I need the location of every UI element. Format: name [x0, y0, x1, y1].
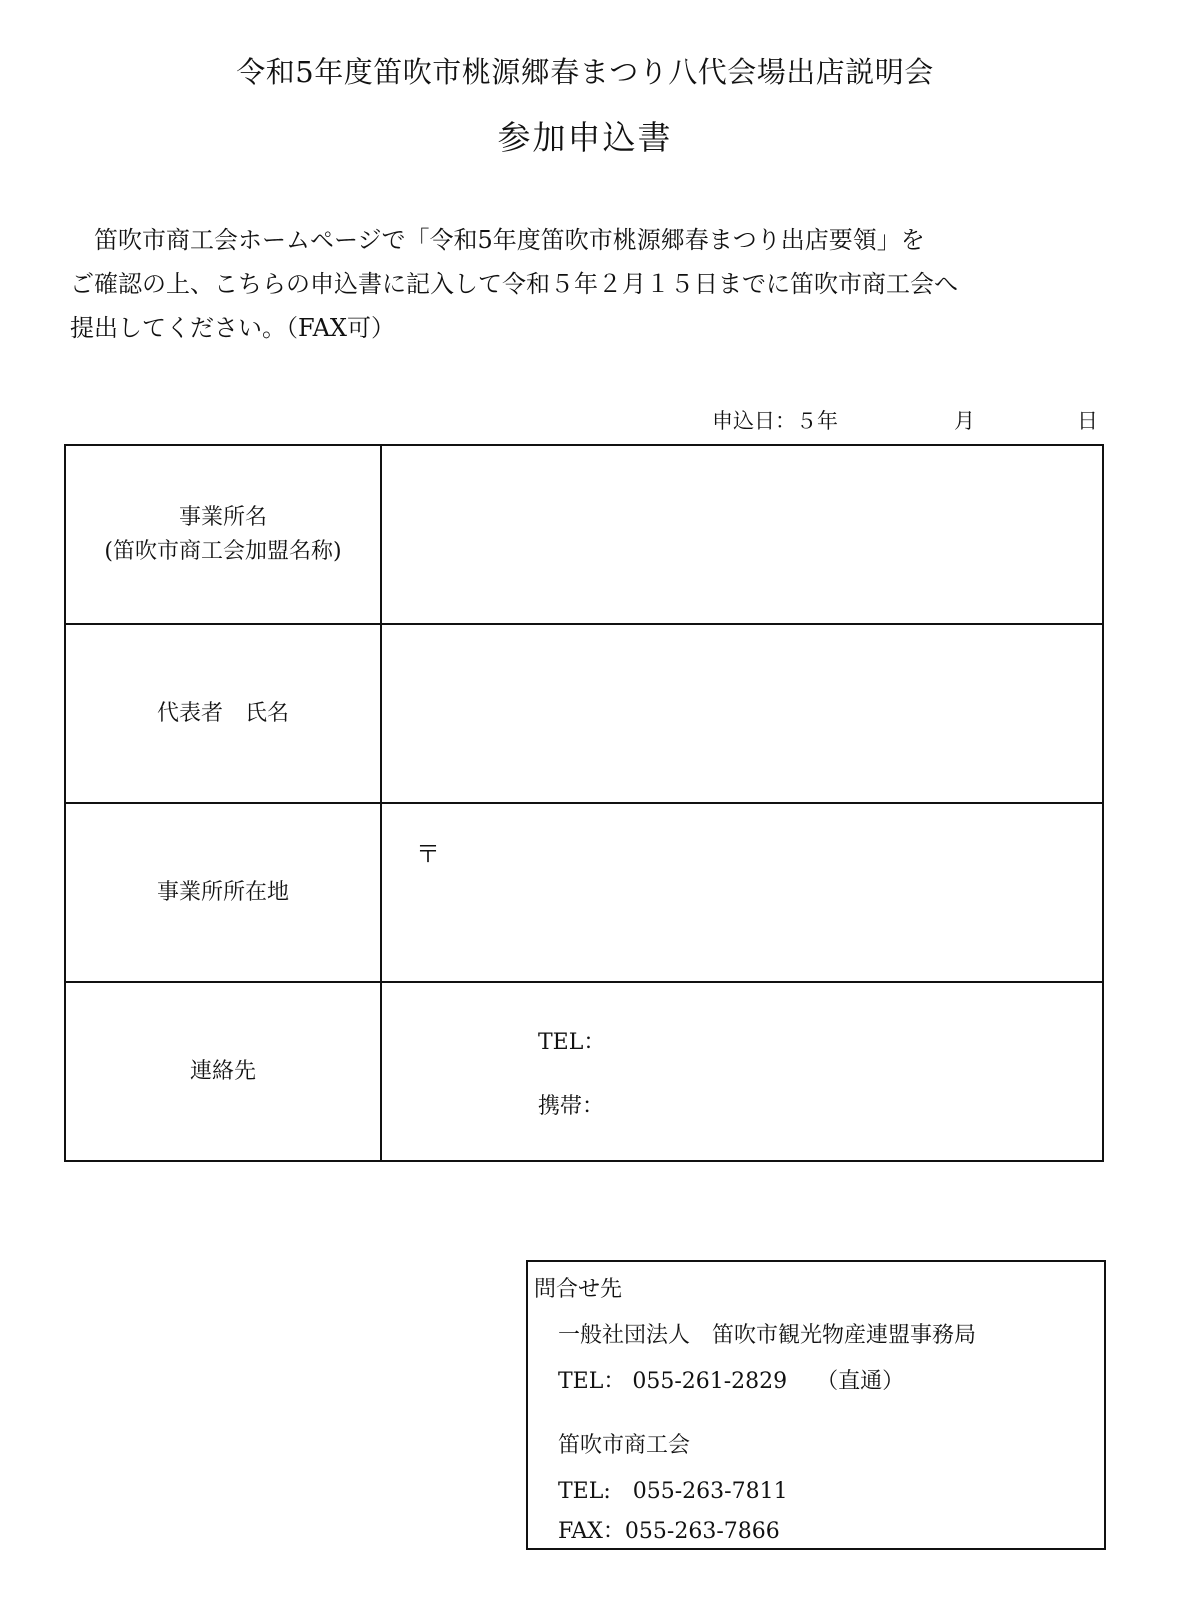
form-row-address	[65, 803, 1103, 982]
document-subtitle: 参加申込書	[497, 118, 673, 157]
form-row-representative	[65, 624, 1103, 803]
representative-name-field[interactable]	[381, 624, 1103, 803]
contact-label: 連絡先	[65, 982, 381, 1161]
postal-mark: 〒	[416, 840, 440, 868]
intro-line-3: 提出してください。（FAX可）	[70, 314, 395, 342]
mobile-label: 携帯：	[538, 1094, 605, 1119]
inquiry-org1-tel: TEL： 055-261-2829 （直通）	[558, 1369, 905, 1394]
inquiry-heading: 問合せ先	[534, 1277, 623, 1302]
inquiry-box	[526, 1260, 1106, 1550]
form-row-business-name	[65, 445, 1103, 624]
form-row-contact	[65, 982, 1103, 1161]
intro-paragraph	[70, 218, 1120, 350]
business-name-label-main: 事業所名	[178, 504, 267, 530]
apply-date-day: 日	[1077, 409, 1098, 433]
tel-label: TEL：	[538, 1030, 606, 1055]
intro-line-1: 笛吹市商工会ホームページで「令和5年度笛吹市桃源郷春まつり出店要領」を	[94, 226, 925, 254]
representative-label: 代表者 氏名	[65, 624, 381, 803]
inquiry-org2-tel: TEL: 055-263-7811	[558, 1479, 788, 1504]
address-label: 事業所所在地	[65, 803, 381, 982]
application-form-table	[64, 444, 1104, 1162]
inquiry-org2-fax: FAX：055-263-7866	[558, 1519, 780, 1544]
apply-date-label: 申込日：５年	[712, 409, 838, 433]
contact-field[interactable]	[381, 982, 1103, 1161]
document-title: 令和5年度笛吹市桃源郷春まつり八代会場出店説明会	[236, 55, 934, 89]
intro-line-2: ご確認の上、こちらの申込書に記入して令和５年２月１５日までに笛吹市商工会へ	[70, 270, 958, 298]
inquiry-org1-name: 一般社団法人 笛吹市観光物産連盟事務局	[558, 1323, 977, 1348]
address-field[interactable]	[381, 803, 1103, 982]
apply-date-month: 月	[954, 409, 975, 433]
business-name-field[interactable]	[381, 445, 1103, 624]
business-name-label	[65, 445, 381, 624]
business-name-label-note: (笛吹市商工会加盟名称)	[104, 538, 342, 564]
inquiry-org2-name: 笛吹市商工会	[558, 1433, 691, 1458]
